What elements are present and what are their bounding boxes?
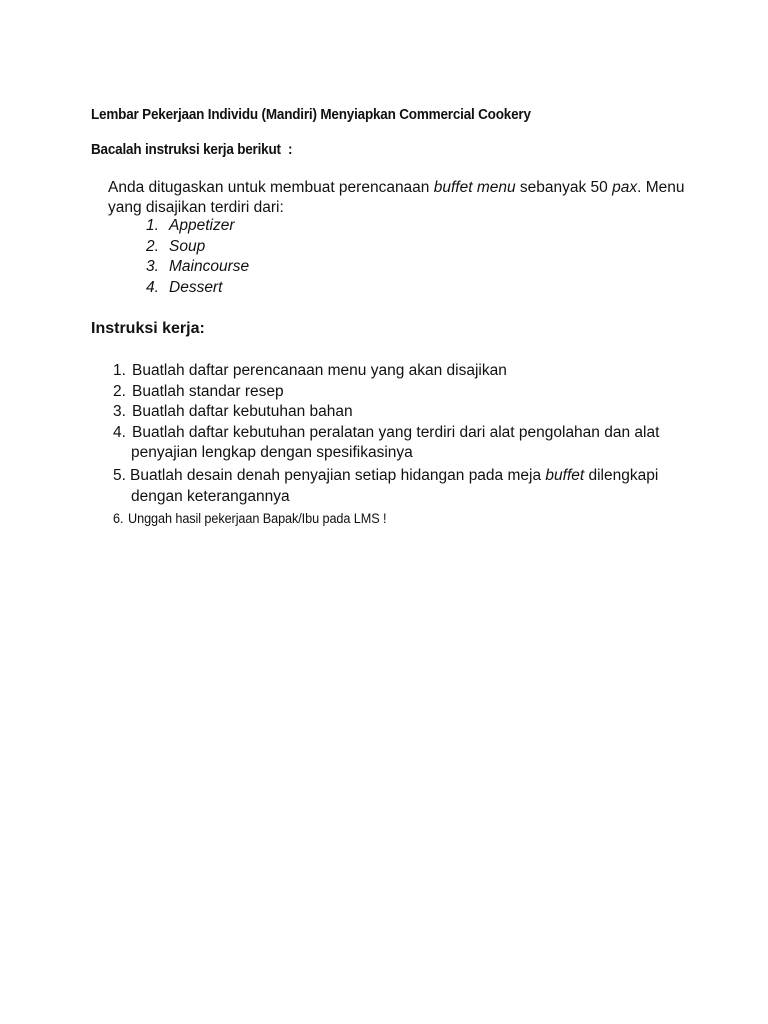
task-number: 4. [113, 423, 126, 441]
task-number: 6. [113, 510, 124, 526]
task-text-continuation: penyajian lengkap dengan spesifikasinya [131, 444, 413, 461]
task-text-continuation: dengan keterangannya [131, 487, 290, 505]
task-number: 1. [113, 362, 126, 379]
task-text: Buatlah daftar kebutuhan peralatan yang terdiri dari alat pengolahan dan alat [132, 423, 660, 441]
task-list [113, 361, 713, 529]
menu-item-number: 1. [146, 217, 159, 234]
task-text: Buatlah desain denah penyajian setiap hidangan pada meja [130, 466, 546, 484]
task-emphasis-buffet: buffet [545, 466, 585, 484]
intro-text-2: sebanyak 50 [515, 179, 613, 196]
intro-emphasis-buffet-menu: buffet menu [433, 179, 516, 196]
menu-item-label: Appetizer [169, 217, 235, 234]
task-text: Unggah hasil pekerjaan Bapak/Ibu pada LMS ! [128, 510, 387, 526]
task-item [113, 361, 713, 382]
instruction-heading: Bacalah instruksi kerja berikut : [91, 142, 293, 158]
menu-list [146, 216, 249, 299]
intro-paragraph [108, 178, 688, 218]
task-text: Buatlah standar resep [132, 382, 284, 400]
intro-emphasis-pax: pax [612, 179, 638, 196]
menu-item-label: Dessert [169, 279, 223, 297]
task-item [113, 402, 713, 423]
menu-item [146, 237, 249, 258]
menu-item-label: Soup [169, 237, 206, 255]
intro-text-3: . Menu yang disajikan terdiri dari: [108, 179, 685, 216]
menu-item-number: 4. [146, 279, 159, 297]
intro-text-1: Anda ditugaskan untuk membuat perencanaan [108, 179, 434, 196]
task-item [113, 382, 713, 403]
task-item [113, 423, 713, 464]
menu-item [146, 257, 249, 278]
menu-item [146, 216, 249, 237]
task-text: Buatlah daftar kebutuhan bahan [132, 403, 353, 420]
task-number: 5. [113, 466, 126, 484]
menu-item-number: 3. [146, 258, 159, 276]
menu-item [146, 278, 249, 299]
task-number: 3. [113, 403, 126, 420]
document-title: Lembar Pekerjaan Individu (Mandiri) Menyiapkan Commercial Cookery [91, 107, 531, 123]
task-item [113, 465, 713, 507]
task-number: 2. [113, 382, 126, 400]
section-heading-instruksi: Instruksi kerja: [91, 320, 205, 337]
task-text: dilengkapi [584, 466, 659, 484]
task-item [113, 509, 677, 530]
menu-item-label: Maincourse [169, 258, 250, 276]
menu-item-number: 2. [146, 237, 159, 255]
task-text: Buatlah daftar perencanaan menu yang akan disajikan [132, 362, 507, 379]
